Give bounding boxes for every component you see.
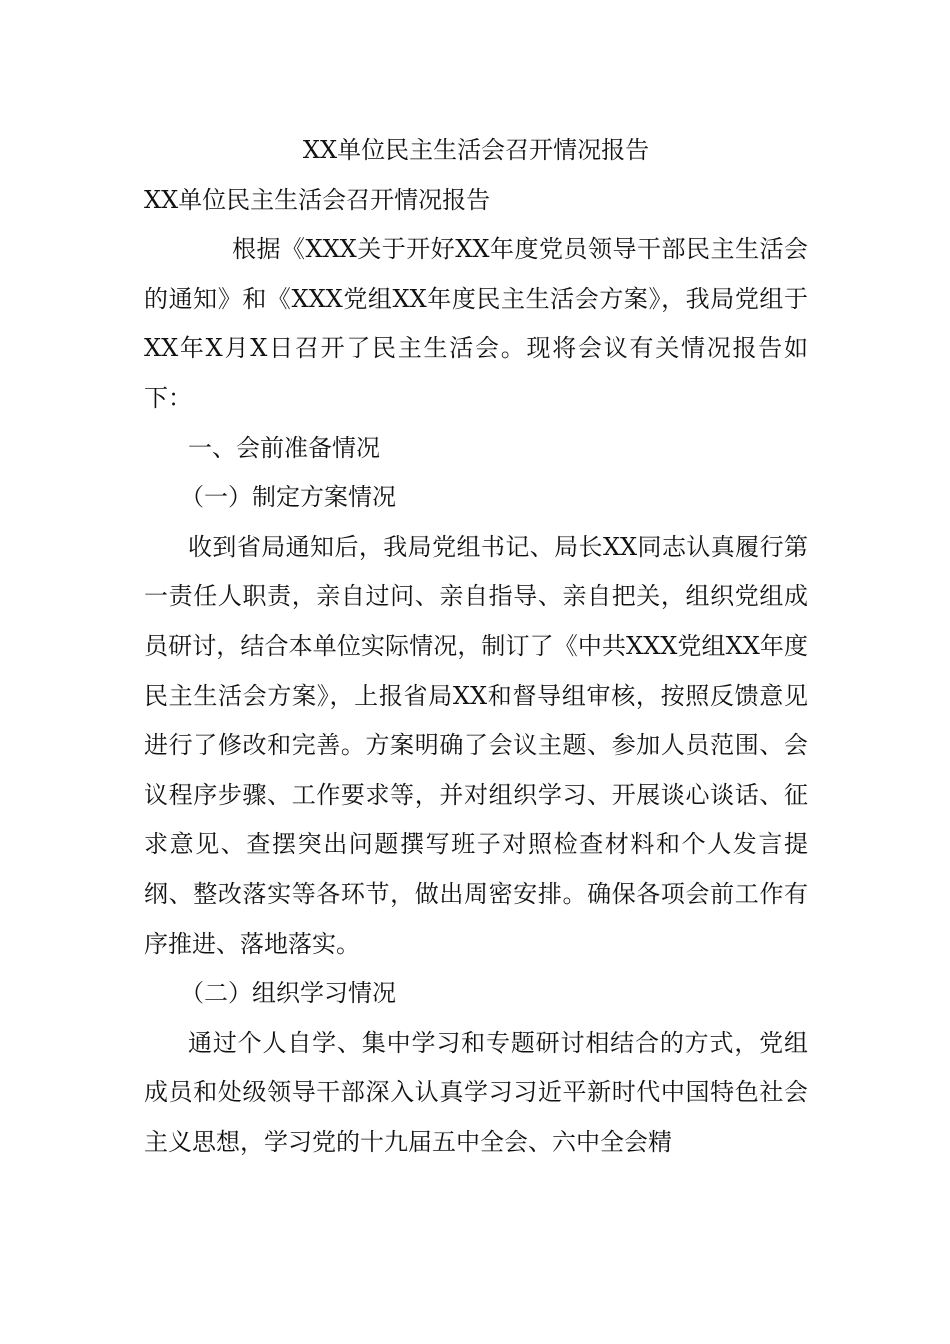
subsection-heading-study: （二）组织学习情况	[180, 979, 396, 1008]
study-paragraph: 通过个人自学、集中学习和专题研讨相结合的方式，党组成员和处级领导干部深入认真学习习近平新时代中国特色社会主义思想，学习党的十九届五中全会、六中全会精	[144, 1028, 808, 1156]
plan-paragraph: 收到省局通知后，我局党组书记、局长XX同志认真履行第一责任人职责，亲自过问、亲自指导、亲自把关，组织党组成员研讨，结合本单位实际情况，制订了《中共XXX党组XX年度民主生活会方案》，上报省局XX和督导组审核，按照反馈意见进行了修改和完善。方案明确了会议主题、参加人员范围、会议程序步骤、工作要求等，并对组织学习、开展谈心谈话、征求意见、查摆突出问题撰写班子对照检查材料和个人发言提纲、整改落实等各环节，做出周密安排。确保各项会前工作有序推进、落地落实。	[144, 532, 808, 958]
section-heading-preparation: 一、会前准备情况	[188, 433, 380, 462]
subsection-heading-plan: （一）制定方案情况	[180, 483, 396, 512]
document-subtitle: XX单位民主生活会召开情况报告	[144, 185, 491, 214]
document-title: XX单位民主生活会召开情况报告	[302, 136, 650, 164]
document-body	[144, 126, 808, 1167]
intro-paragraph: 根据《XXX关于开好XX年度党员领导干部民主生活会的通知》和《XXX党组XX年度民主生活会方案》，我局党组于XX年X月X日召开了民主生活会。现将会议有关情况报告如下：	[144, 235, 808, 412]
